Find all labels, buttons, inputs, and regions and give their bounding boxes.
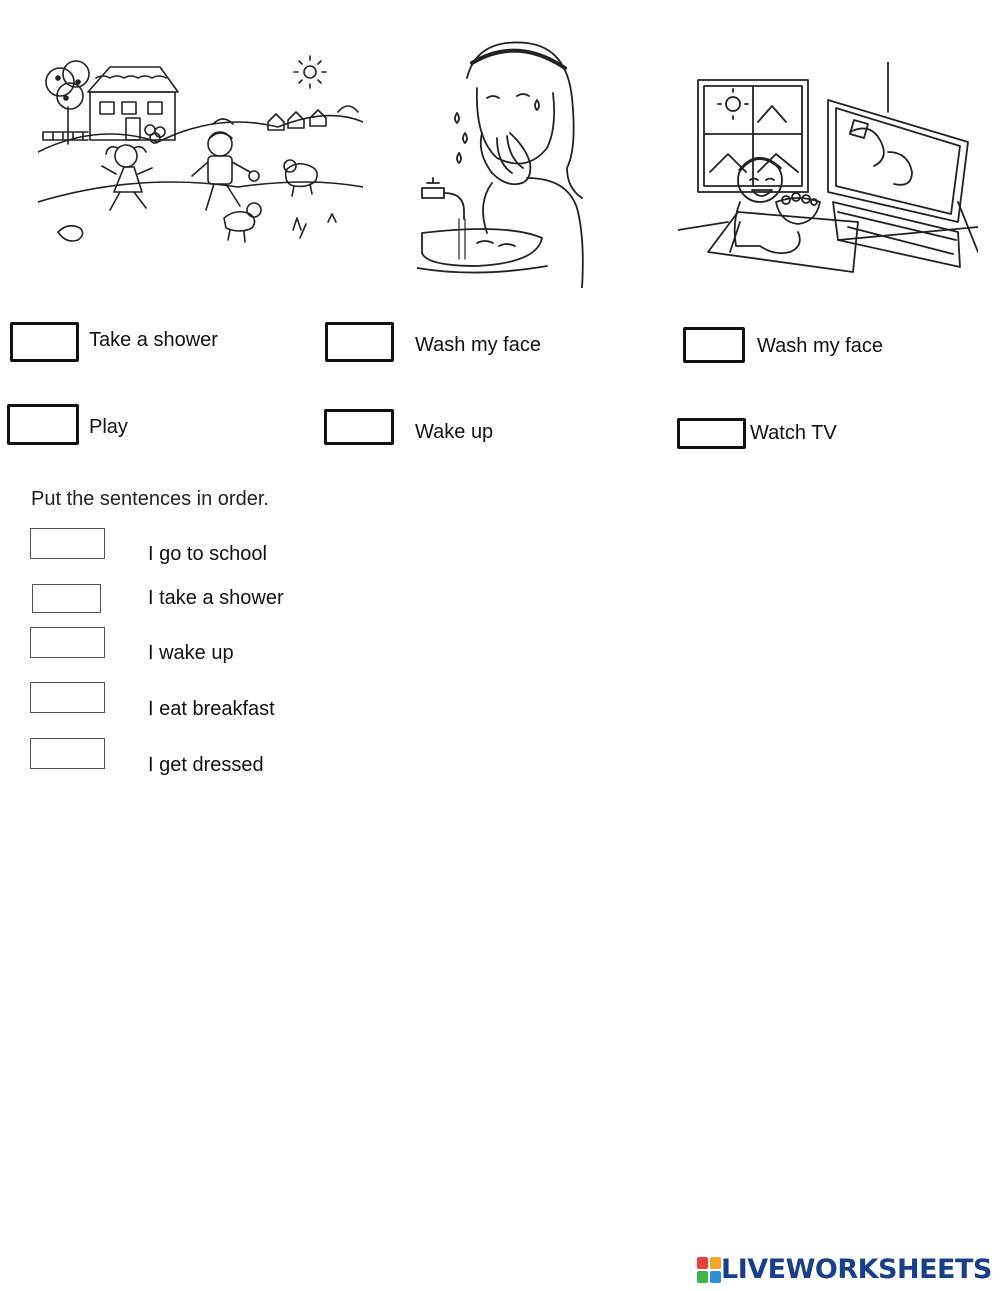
order-input-4[interactable] [30,682,105,713]
order-sentence-4: I eat breakfast [148,698,275,720]
ordering-instruction: Put the sentences in order. [31,488,269,510]
option-label-wash-my-face-2: Wash my face [757,335,883,357]
liveworksheets-logo [697,1253,992,1287]
watching-tv-illustration [678,62,978,280]
option-label-take-a-shower: Take a shower [89,329,218,351]
order-input-3[interactable] [30,627,105,658]
order-sentence-5: I get dressed [148,754,264,776]
order-input-1[interactable] [30,528,105,559]
option-label-watch-tv: Watch TV [750,422,837,444]
answer-box-wash-my-face-2[interactable] [683,327,745,363]
order-sentence-3: I wake up [148,642,234,664]
option-label-wake-up: Wake up [415,421,494,443]
order-input-2[interactable] [32,584,101,613]
washing-face-illustration [417,38,602,288]
option-label-wash-my-face-1: Wash my face [415,334,541,356]
liveworksheets-logo-text: LIVEWORKSHEETS [721,1254,992,1285]
option-label-play: Play [89,416,128,438]
liveworksheets-logo-icon [697,1257,721,1283]
answer-box-wash-my-face-1[interactable] [325,322,394,362]
order-input-5[interactable] [30,738,105,769]
order-sentence-2: I take a shower [148,587,284,609]
order-sentence-1: I go to school [148,543,267,565]
answer-box-play[interactable] [7,404,79,445]
answer-box-watch-tv[interactable] [677,418,746,449]
answer-box-take-a-shower[interactable] [10,322,79,362]
answer-box-wake-up[interactable] [324,409,394,445]
kids-playing-illustration [38,52,363,252]
